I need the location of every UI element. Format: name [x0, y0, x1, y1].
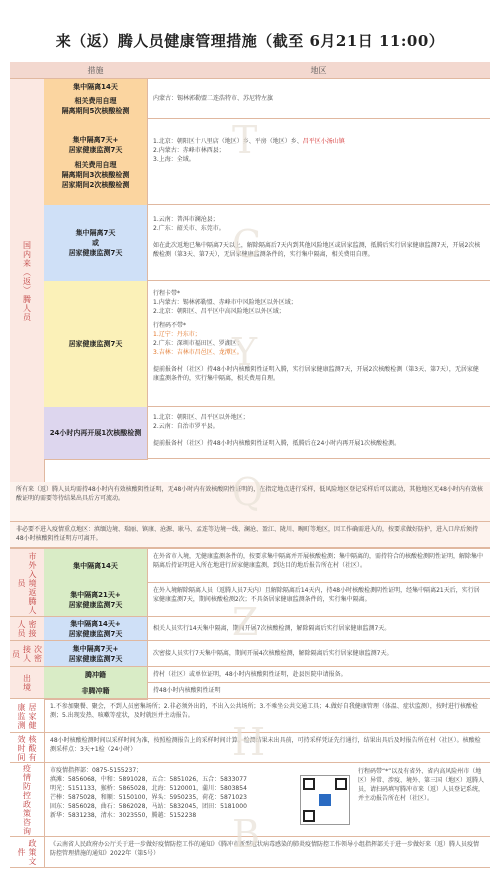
area-line: 1.云南：普洱市澜沧县； [153, 216, 219, 223]
area-line: 行程卡带* [153, 290, 181, 297]
hotline-line: 明光：5151133，猴桥：5865028，北海：5120001，蒲川：5803854 [50, 785, 247, 792]
area-home-7 [147, 281, 490, 407]
hotline-list [44, 763, 294, 837]
policy-text: 《云南省人民政府办公厅关于进一步做好疫情防控工作的通知》《腾冲市新型冠状病毒感染的肺炎疫情防控工作领导小组指挥部关于进一步做好来（返）腾人员疫情防控管理措施的通知》2022年（第5号） [50, 841, 480, 857]
measure-text: 居家健康监测7天 [68, 601, 123, 609]
hotline-line: 滇滩：5856068，中和：5891028，五合：5851026，五合：5833077 [50, 776, 247, 783]
measure-exit-local [44, 667, 148, 684]
area-exit-nonlocal: 持48小时内核酸阴性证明 [147, 683, 490, 699]
measure-text: 集中隔离14天+ [70, 620, 121, 628]
watermark-letter: H [232, 720, 266, 764]
area-border-14: 在外省市入境，无健康监测条件的，按要求集中隔离并开展核酸检测；集中隔离的，需持符合的核酸检测阴性证明，解除集中隔离后持证明进入所在地进行居家健康监测，到达目的地后报告所在村（社区）。 [147, 549, 490, 583]
area-highlight: 3.吉林：吉林市昌邑区、龙潭区。 [153, 349, 243, 356]
area-line: 2.北京：朝阳区、昌平区中高风险地区以外区域； [153, 308, 285, 315]
hotline-line: 市疫情指挥部：0875-5155237； [50, 767, 143, 774]
area-secondary-contact: 次密接人员实行7天集中隔离，期间开展4次核酸检测，解除隔离后实行居家健康监测7天。 [147, 641, 490, 667]
secondary-contact-section [10, 640, 490, 667]
watermark-letter: T [232, 118, 258, 162]
area-quarantine-7-home-7 [147, 119, 490, 205]
exit-section [10, 666, 490, 699]
area-line: 1.内蒙古：锡林郭勒盟、赤峰市中风险地区以外区域； [153, 299, 297, 306]
measure-text: 相关费用自理 [74, 160, 117, 169]
area-quarantine-14 [147, 79, 490, 119]
measure-border-21 [44, 583, 148, 618]
measure-quarantine-7-home-7 [44, 119, 148, 206]
measure-close-contact [44, 617, 148, 642]
hotline-line: 新华：5831238，清水：3023550，腾越：5152238 [50, 812, 197, 819]
page-title: 来（返）腾人员健康管理措施（截至 6月21日 11:00） [55, 32, 445, 50]
area-line [153, 137, 484, 146]
resident-section [10, 698, 490, 733]
resident-side-label: 居家健康监测 [10, 699, 45, 733]
policy-section [10, 836, 490, 868]
validity-text: 48小时核酸检测时间以采样时间为准，按照检测报告上的采样时间计算。检测结果未出具前，可持采样凭证先行通行，结果出具后及时报告所在村（社区）。核酸检测采样点：3天+1检（24小时） [44, 733, 490, 763]
close-contact-section [10, 616, 490, 641]
area-note: 提前报备村（社区）持48小时内核酸阴性证明入腾，抵腾后在24小时内再开展1次核酸检测。 [153, 440, 401, 447]
area-highlight: 昌平区小汤山镇 [302, 138, 345, 145]
measure-text: 相关费用自理 [74, 97, 117, 105]
measure-text: 隔离期间3次核酸检测 [61, 170, 130, 179]
area-text: 1.北京：朝阳区十八里店（地区）乡、平房（地区）乡、 [153, 138, 303, 145]
area-text: 内蒙古：锡林郭勒盟二连浩特市、苏尼特左旗 [153, 95, 274, 102]
area-close-contact: 相关人员实行14天集中隔离，期间开展7次核酸检测，解除隔离后实行居家健康监测7天。 [147, 617, 490, 641]
area-test-24h [147, 407, 490, 459]
area-note: 如在此次返地已集中隔离7天以上，解除隔离后7天内到其他风险地区或居家监测，抵腾后实行居家健康监测7天，开展2次核酸检测（第3天、第7天），无居家健康监测条件的，实行集中隔离，相关费用自理。 [153, 242, 481, 258]
measure-text: 集中隔离14天 [73, 83, 118, 91]
area-border-21: 在外入境解除隔离人员（返腾人员7天内）且解除隔离后14天内，持48小时核酸检测阴性证明，经集中隔离21天后，实行居家健康监测7天，期间核酸检测2次；不具备居家健康监测条件的，实行集中隔离。 [147, 583, 490, 617]
measure-text: 居家健康监测7天 [68, 630, 123, 638]
area-line: 2.广东：深圳市福田区、罗湖区； [153, 340, 243, 347]
measure-text: 或 [92, 239, 99, 247]
domestic-section [10, 78, 490, 483]
border-side-label: 市外入境返腾人员 [10, 549, 45, 617]
measure-text: 集中隔离14天 [73, 562, 118, 570]
secondary-contact-side-label: 次密接人员 [10, 641, 45, 667]
measure-text: 集中隔离21天+ [70, 591, 121, 599]
validity-section [10, 732, 490, 763]
area-line: 1.北京：朝阳区、昌平区以外地区； [153, 414, 249, 421]
measure-text: 居家健康监测7天 [68, 249, 123, 257]
hotline-section [10, 762, 490, 837]
measure-text: 24小时内再开展1次核酸检测 [49, 429, 142, 437]
measure-quarantine-or-home-7 [44, 205, 148, 282]
exit-side-label: 出境 [10, 667, 45, 699]
registration-qr-code[interactable] [300, 775, 350, 825]
measures-table [10, 62, 490, 882]
area-exit-local: 持村（社区）或单位证明，48小时内核酸阴性证明，赴县医院申请报备。 [147, 667, 490, 683]
header-side [10, 62, 45, 79]
domestic-note-1: 所有来（返）腾人员均需持48小时内有效核酸阴性证明，无48小时内有效核酸阴性证明的，在指定地点进行采样，低风险地区登记采样后可以流动，其他地区无48小时内有效核酸证明的需要等待结果出具后方可流动。 [10, 482, 490, 522]
measure-home-7 [44, 281, 148, 408]
hotline-side-label: 疫情防控政策咨询 [10, 763, 45, 837]
measure-text: 居家健康监测7天 [68, 340, 123, 348]
area-line: 2.云南：自治市罗平县。 [153, 423, 219, 430]
watermark-letter: Y [232, 330, 258, 374]
area-line: 2.内蒙古：赤峰市林西县； [153, 147, 225, 154]
measure-text: 隔离期间5次核酸检测 [61, 107, 130, 115]
area-quarantine-or-home-7 [147, 205, 490, 281]
qr-note: 行程码带“*”以及有省外、省内高风险州市（地区）异常、涉疫、境外、第三国（地区）返腾人员，请扫码填写腾冲市来（返）人员登记系统，并主动报告所在村（社区）。 [358, 768, 485, 802]
measure-border-14 [44, 549, 148, 584]
domestic-note-2: 非必要不进入疫情重点地区：滇缅边境、瑞丽、镇康、沧源、耿马、孟连等边境一线、澜沧、盈江、陇川、畹町等地区，因工作确需进入的，按要求做好防护，进入口岸后须持48小时核酸阴性证明方可离开。 [10, 522, 490, 548]
border-section [10, 548, 490, 617]
watermark-letter: Q [232, 470, 264, 514]
watermark-letter: Z [232, 600, 259, 644]
header-measure: 措施 [44, 62, 148, 79]
hotline-line: 固东：5856028，曲石：5862028，马站：5832045，团田：5181000 [50, 803, 247, 810]
hotline-line: 芒棒：5875028，和顺：5150100，界头：5950235，荷花：5871023 [50, 794, 247, 801]
measure-test-24h [44, 407, 148, 460]
area-line: 2.广东：韶关市、东莞市。 [153, 225, 225, 232]
measure-text: 非腾冲籍 [81, 687, 110, 695]
measure-secondary-contact [44, 641, 148, 668]
area-line: 行程码不带* [153, 322, 187, 329]
validity-side-label: 核酸有效时间 [10, 733, 45, 763]
header-area: 地区 [147, 62, 490, 79]
measure-text: 居家健康监测7天 [68, 145, 123, 154]
watermark-letter: C [232, 222, 262, 266]
measure-text: 集中隔离7天+ [72, 645, 119, 653]
close-contact-side-label: 密接人员 [10, 617, 45, 641]
domestic-side-label: 国内来（返）腾人员 [10, 79, 45, 483]
area-line: 3.上海：全域。 [153, 156, 195, 163]
measure-text: 腾冲籍 [85, 671, 106, 679]
measure-text: 集中隔离7天+ [72, 135, 119, 144]
resident-text: 1.不参加聚餐、聚会，不到人员密集场所；2.非必须外出的，不出入公共场所；3.不乘坐公共交通工具；4.做好自我健康管理（体温、症状监测），按时进行核酸检测；5.出现发热、咳嗽等症状，及时就医并主动报告。 [44, 699, 490, 733]
watermark-letter: B [232, 812, 260, 856]
measure-text: 集中隔离7天 [75, 229, 116, 237]
policy-side-label: 政策文件 [10, 837, 45, 867]
measure-quarantine-14 [44, 79, 148, 120]
measure-text: 居家健康监测7天 [68, 655, 123, 663]
area-highlight: 1.辽宁：丹东市； [153, 331, 201, 338]
area-note: 提前报备村（社区）持48小时内核酸阴性证明入腾，实行居家健康监测7天，开展2次核酸检测（第3天、第7天），无居家健康监测条件的，实行集中隔离，相关费用自理。 [153, 366, 479, 382]
measure-text: 居家期间2次核酸检测 [61, 180, 130, 189]
